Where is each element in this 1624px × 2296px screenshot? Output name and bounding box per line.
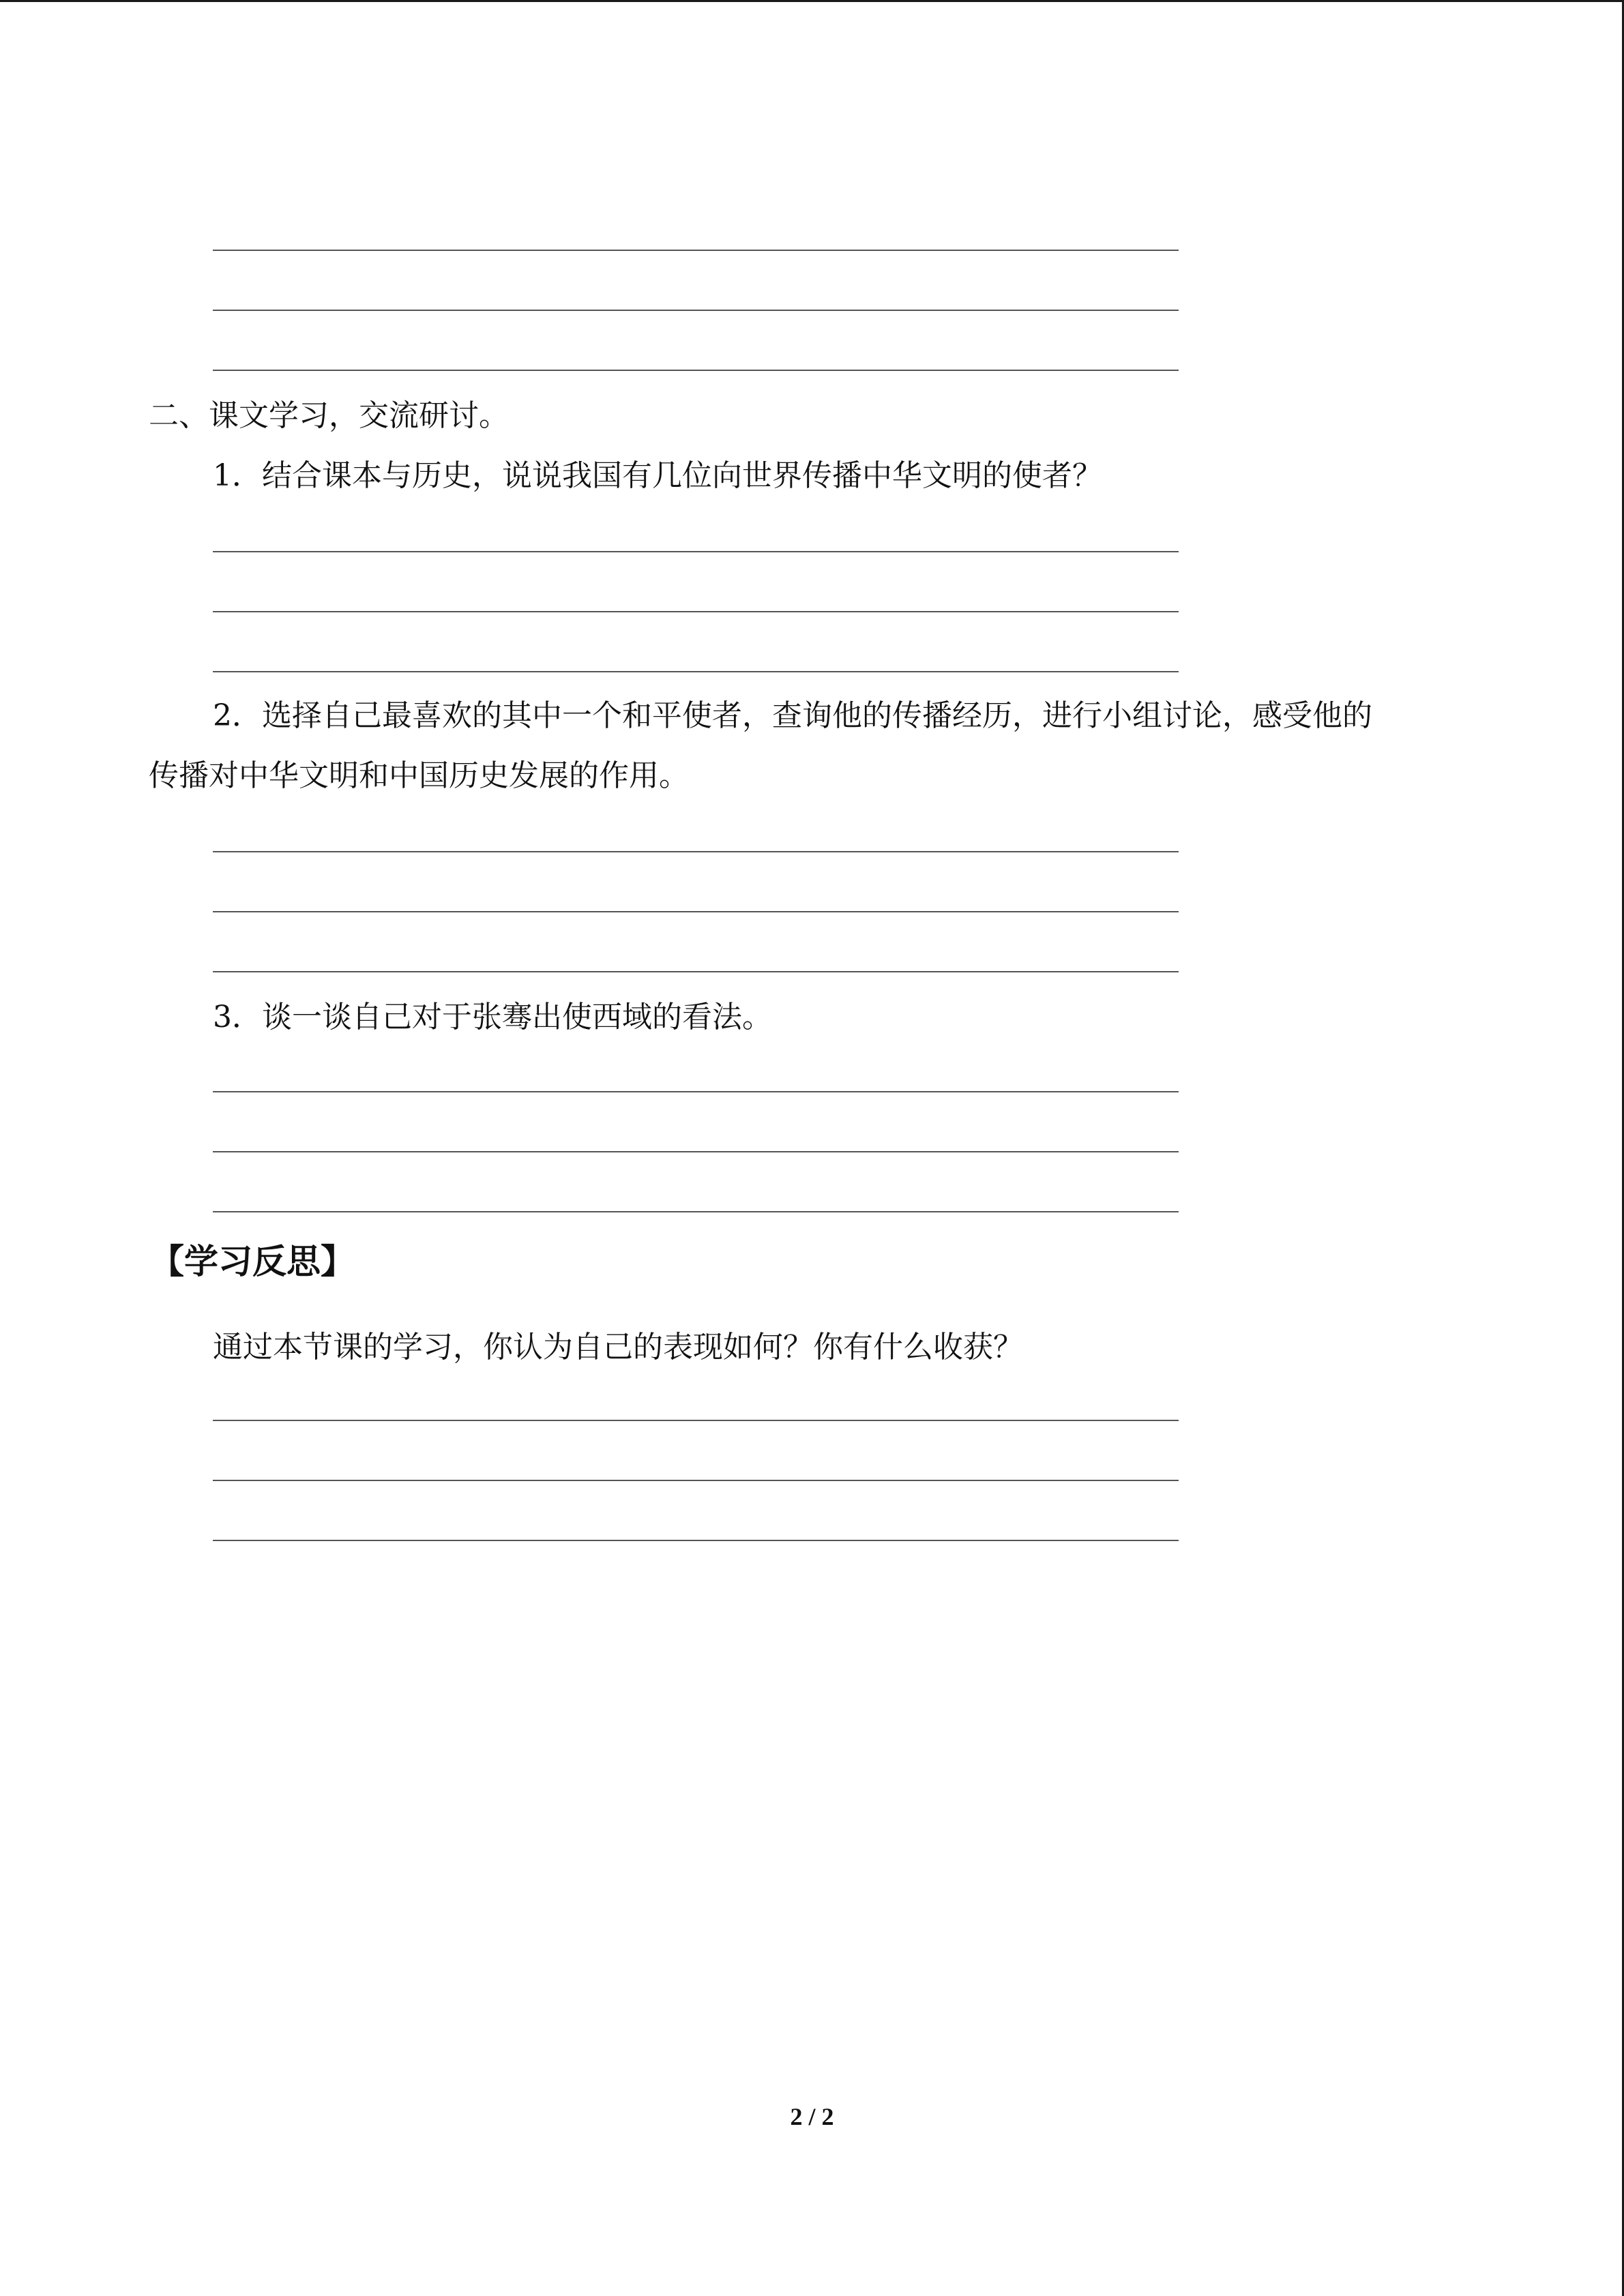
answer-line[interactable] bbox=[213, 1211, 1179, 1212]
question-2-line-2: 传播对中华文明和中国历史发展的作用。 bbox=[149, 758, 689, 793]
reflection-prompt: 通过本节课的学习，你认为自己的表现如何？你有什么收获？ bbox=[213, 1330, 1023, 1365]
answer-line[interactable] bbox=[213, 250, 1179, 251]
question-2-line-1: 2．选择自己最喜欢的其中一个和平使者，查询他的传播经历，进行小组讨论，感受他的 bbox=[213, 698, 1372, 733]
answer-line[interactable] bbox=[213, 1480, 1179, 1481]
reflection-heading: 【学习反思】 bbox=[150, 1242, 355, 1281]
answer-line[interactable] bbox=[213, 1151, 1179, 1152]
answer-line[interactable] bbox=[213, 1540, 1179, 1541]
answer-line[interactable] bbox=[213, 551, 1179, 552]
answer-line[interactable] bbox=[213, 370, 1179, 371]
question-3: 3．谈一谈自己对于张骞出使西域的看法。 bbox=[213, 1000, 772, 1034]
answer-line[interactable] bbox=[213, 911, 1179, 912]
section-two-title: 二、课文学习，交流研讨。 bbox=[149, 398, 509, 433]
page-number: 2 / 2 bbox=[790, 2103, 834, 2130]
answer-line[interactable] bbox=[213, 1091, 1179, 1092]
answer-line[interactable] bbox=[213, 310, 1179, 311]
answer-line[interactable] bbox=[213, 1420, 1179, 1421]
answer-line[interactable] bbox=[213, 851, 1179, 852]
question-1: 1．结合课本与历史，说说我国有几位向世界传播中华文明的使者？ bbox=[213, 458, 1102, 493]
answer-line[interactable] bbox=[213, 611, 1179, 612]
answer-line[interactable] bbox=[213, 671, 1179, 672]
page-top-border bbox=[0, 0, 1624, 2]
answer-line[interactable] bbox=[213, 971, 1179, 972]
